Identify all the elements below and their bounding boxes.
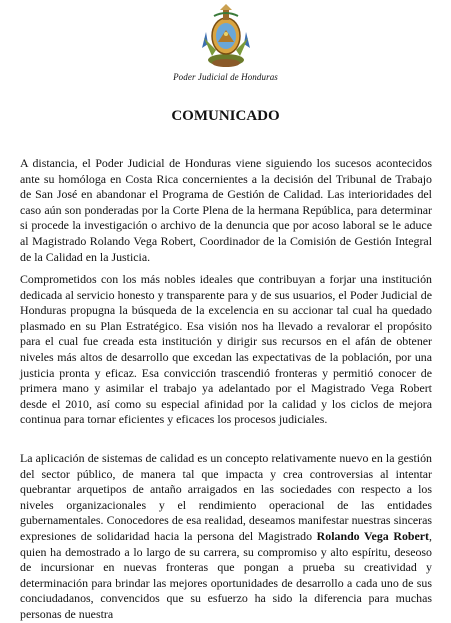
paragraph-2: Comprometidos con los más nobles ideales que contribuyan a forjar una institución dedicada al servicio honesto y transparente para y de sus usuarios, el Poder Judicial de Honduras propugna la búsqueda de la excelencia en su accionar tal cual ha quedado plasmado en su Plan Estratégico. Esa visión nos ha llevado a revalorar el propósito para el cual fue creada esta institución y dirigir sus recursos en el afán de obtener niveles más altos de desarrollo que excedan las expectativas de la población, por una justicia pronta y eficaz. Esa convicción trascendió fronteras y permitió conocer de primera mano y asimilar el trabajo ya adelantado por el Magistrado Vega Robert desde el 2010, así como su especial afinidad por la calidad y los ciclos de mejora continua para tornar eficientes y eficaces los procesos judiciales. [20, 272, 432, 427]
paragraph-3 [20, 451, 432, 623]
paragraph-1: A distancia, el Poder Judicial de Honduras viene siguiendo los sucesos acontecidos ante su homóloga en Costa Rica concernientes a la decisión del Tribunal de Trabajo de San José en abandonar el Programa de Gestión de Calidad. Las interioridades del caso aún son ponderadas por la Corte Plena de la hermana República, para determinar si procede la investigación o archivo de la denuncia que por acoso laboral se le aduce al Magistrado Rolando Vega Robert, Coordinador de la Comisión de Gestión Integral de la Calidad en la Justicia. [20, 156, 432, 264]
magistrate-name: Rolando Vega Robert [316, 528, 430, 543]
header [0, 4, 451, 82]
organization-name: Poder Judicial de Honduras [173, 72, 278, 82]
document-title: COMUNICADO [171, 108, 280, 124]
coat-of-arms-seal [200, 4, 252, 70]
paragraph-3-text-a: La aplicación de sistemas de calidad es un concepto relativamente nuevo en la gestión del sector público, de manera tal que impacta y crea controversias al intentar quebrantar arquetipos de antaño arraigados en las sociedades con respecto a los niveles organizacionales y el rendimiento operacional de las entidades gubernamentales. Conocedores de esa realidad, deseamos manifestar nuestras sinceras expresiones de solidaridad hacia la persona del Magistrado [20, 451, 432, 543]
paragraph-3-text-b: , quien ha demostrado a lo largo de su carrera, su compromiso y alto espíritu, deseoso de incursionar en nuevas fronteras que pongan a prueba su creatividad y determinación para brindar las mejores oportunidades de desarrollo a cada uno de sus conciudadanos, convencidos que su esfuerzo ha sido la diferencia para muchas personas de nuestra [20, 528, 433, 621]
